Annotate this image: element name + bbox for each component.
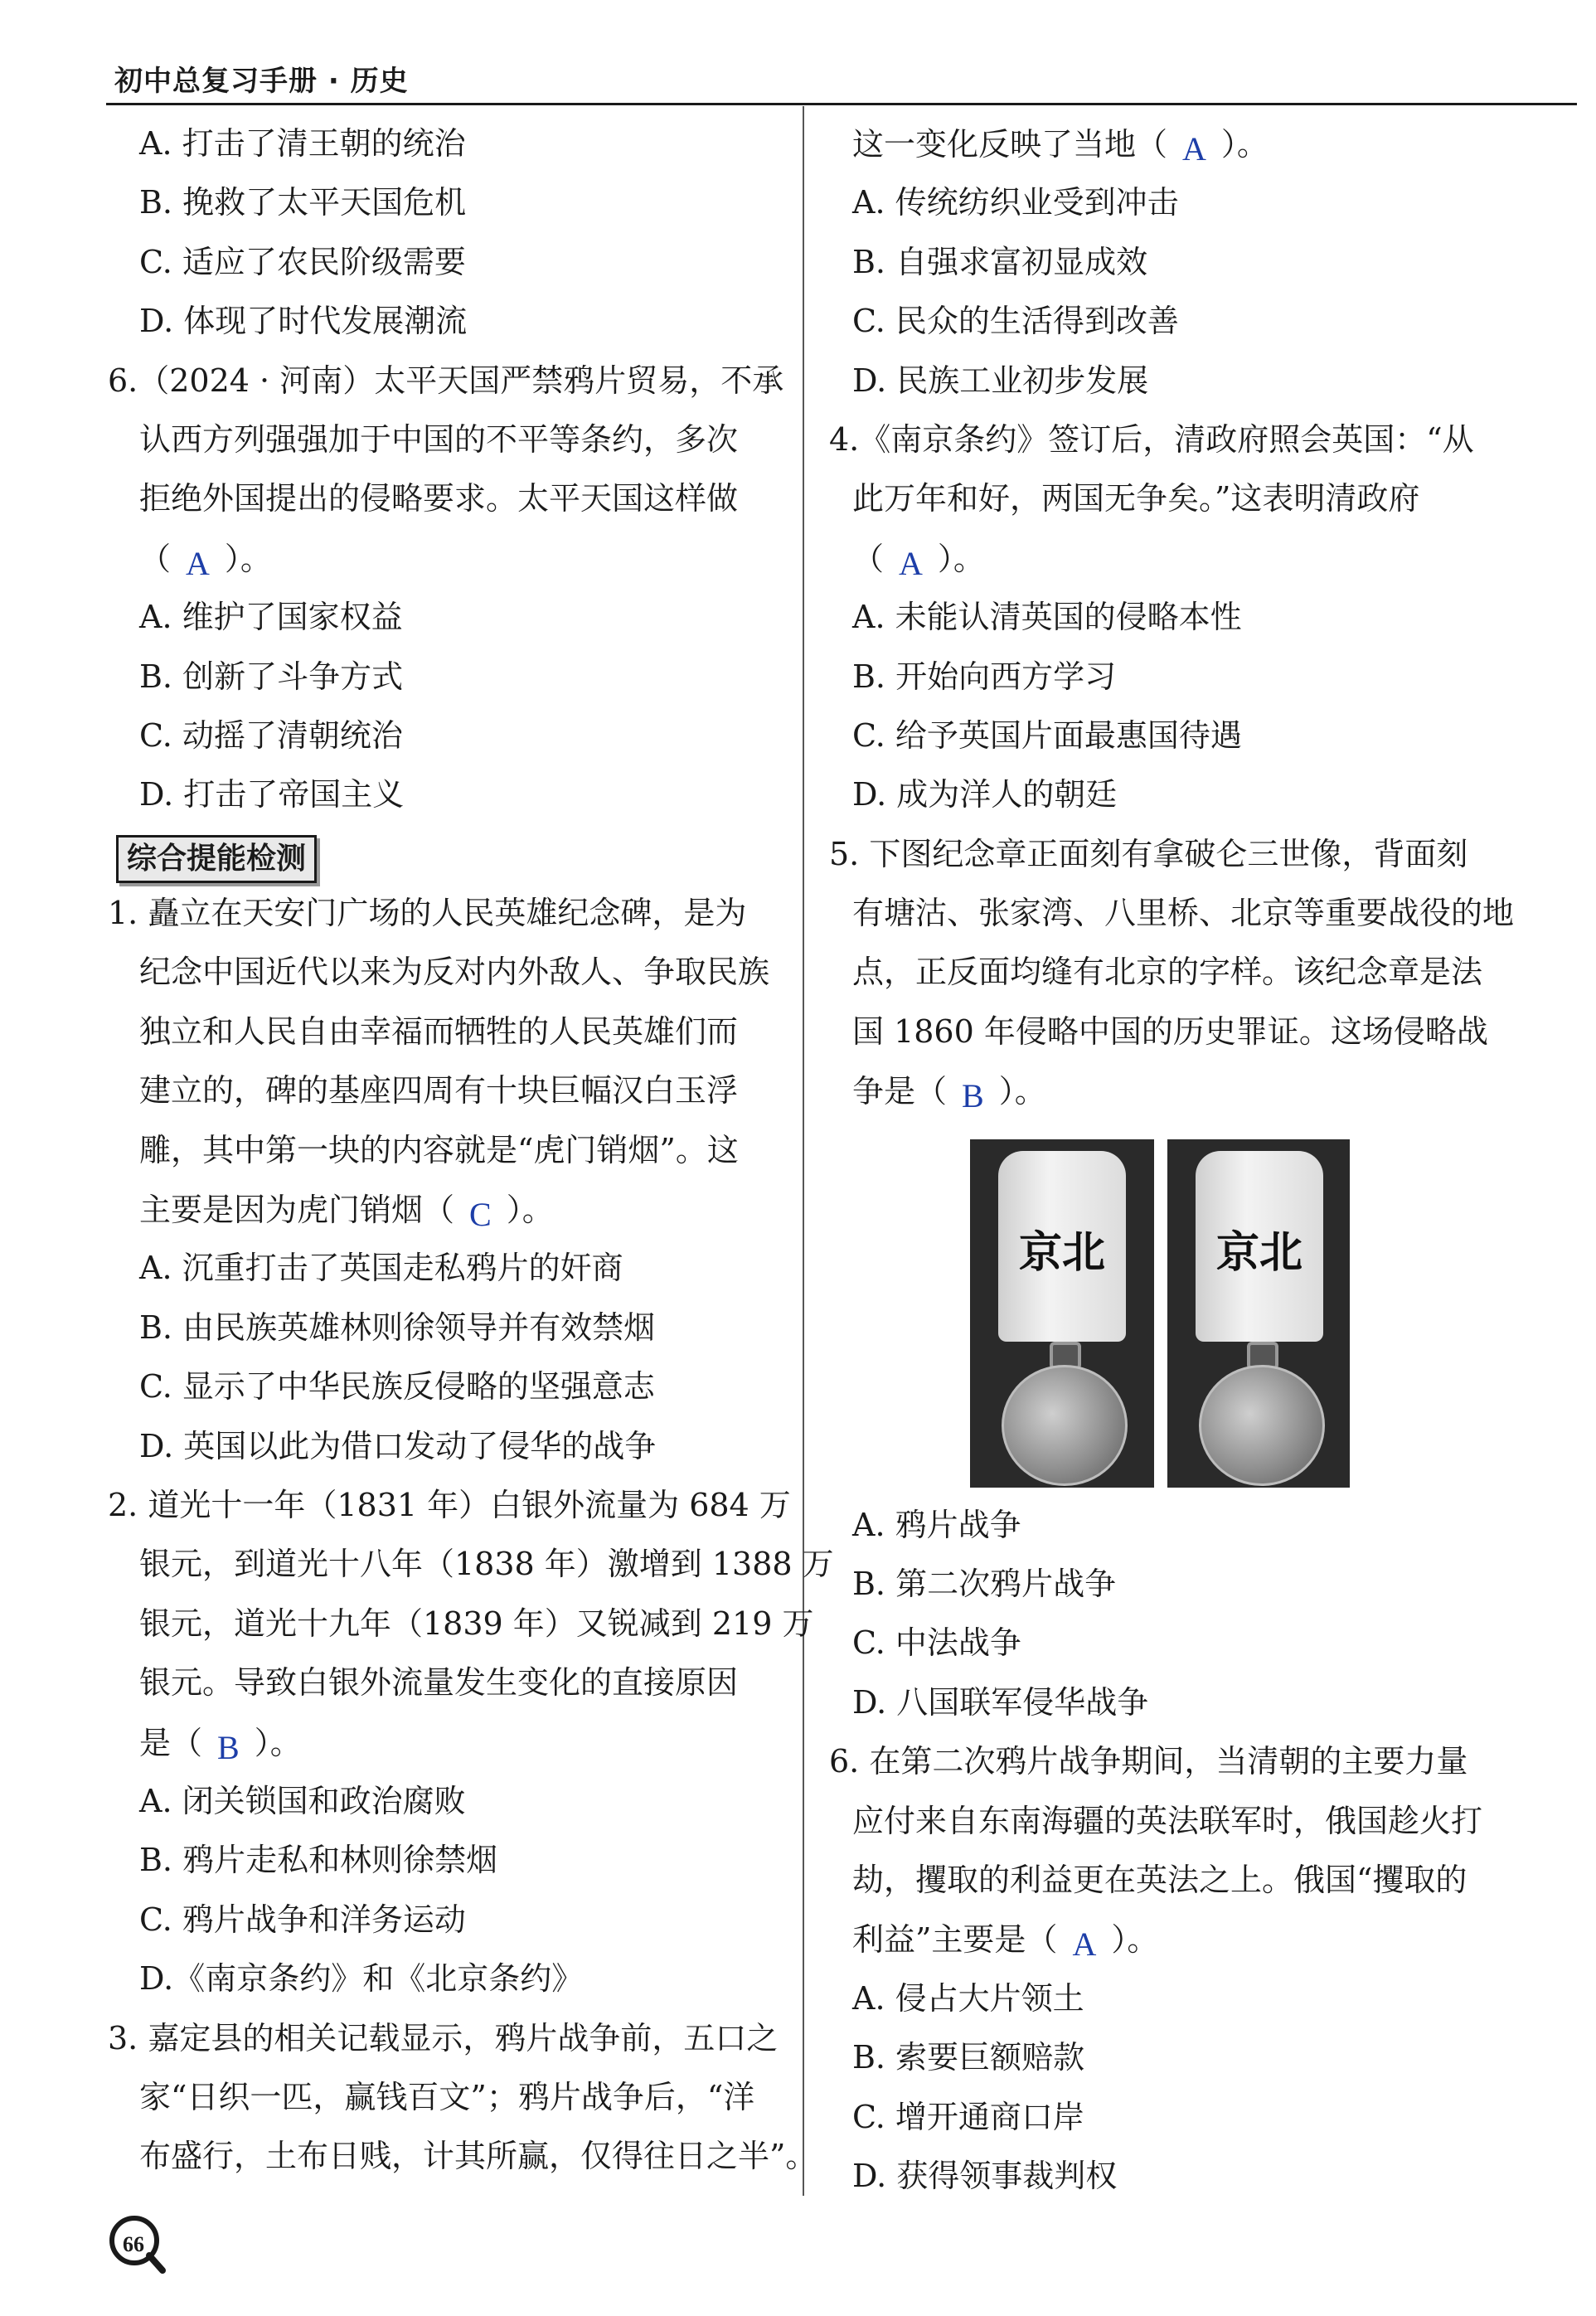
- answer-paren-open: （: [852, 540, 885, 577]
- medal-ribbon: [1196, 1151, 1323, 1342]
- question-line: 拒绝外国提出的侵略要求。太平天国这样做: [139, 480, 739, 517]
- prev-question-options: [108, 114, 783, 352]
- option-d: D. 英国以此为借口发动了侵华的战争: [139, 1427, 657, 1464]
- answer-paren-close: ）。: [254, 1724, 302, 1761]
- option-d: D. 民族工业初步发展: [852, 362, 1149, 399]
- question-line: 5. 下图纪念章正面刻有拿破仑三世像，背面刻: [829, 835, 1468, 872]
- medal-ribbon: [998, 1151, 1126, 1342]
- medal-ribbon-text: 京北: [1018, 1227, 1105, 1278]
- option-b: B. 创新了斗争方式: [139, 658, 404, 695]
- answer-prompt: 这一变化反映了当地（: [852, 126, 1168, 163]
- answer-line: [829, 529, 1521, 588]
- answer-line: [108, 1713, 783, 1772]
- question-line: 点，正反面均缝有北京的字样。该纪念章是法: [852, 954, 1483, 991]
- option-a: A. 打击了清王朝的统治: [139, 125, 466, 162]
- question-line: 劫，攫取的利益更在英法之上。俄国“攫取的: [852, 1861, 1467, 1898]
- answer-line: [829, 1061, 1521, 1120]
- question-6-left: [108, 352, 783, 825]
- medal-ribbon-text: 京北: [1215, 1227, 1303, 1278]
- medal-disc: [1002, 1365, 1128, 1486]
- answer-paren-close: ）。: [1111, 1921, 1159, 1959]
- section-title: 综合提能检测: [116, 835, 317, 883]
- question-line: 家“日织一匹，赢钱百文”；鸦片战争后，“洋: [139, 2078, 755, 2115]
- option-d: D. 打击了帝国主义: [139, 776, 405, 813]
- question-line: 3. 嘉定县的相关记载显示，鸦片战争前，五口之: [108, 2019, 779, 2056]
- header-rule: [106, 103, 1577, 105]
- option-a: A. 沉重打击了英国走私鸦片的奸商: [139, 1250, 623, 1287]
- column-divider: [803, 106, 804, 2196]
- question-1: [108, 884, 783, 1476]
- option-b: B. 索要巨额赔款: [852, 2039, 1085, 2076]
- option-c: C. 中法战争: [852, 1624, 1021, 1662]
- medal-photos: [829, 1121, 1521, 1496]
- option-c: C. 动摇了清朝统治: [139, 716, 403, 754]
- question-line: 1. 矗立在天安门广场的人民英雄纪念碑，是为: [108, 895, 747, 932]
- option-c: C. 显示了中华民族反侵略的坚强意志: [139, 1368, 655, 1406]
- option-c: C. 适应了农民阶级需要: [139, 243, 466, 280]
- handwritten-answer: C: [469, 1196, 492, 1234]
- answer-prompt: 是（: [139, 1724, 203, 1761]
- answer-paren-open: （: [139, 540, 172, 577]
- option-b: B. 挽救了太平天国危机: [139, 184, 467, 221]
- answer-prompt: 利益”主要是（: [852, 1921, 1058, 1959]
- option-b: B. 鸦片走私和林则徐禁烟: [139, 1842, 498, 1879]
- left-column: [108, 114, 834, 2187]
- question-line: 应付来自东南海疆的英法联军时，俄国趁火打: [852, 1802, 1483, 1839]
- answer-line: [108, 1180, 783, 1239]
- handwritten-answer: A: [1182, 130, 1206, 168]
- answer-paren-close: ）。: [998, 1073, 1046, 1110]
- handwritten-answer: A: [899, 544, 923, 582]
- question-line: 银元。导致白银外流量发生变化的直接原因: [139, 1664, 739, 1702]
- question-line: 有塘沽、张家湾、八里桥、北京等重要战役的地: [852, 895, 1515, 932]
- option-d: D. 获得领事裁判权: [852, 2157, 1118, 2194]
- question-line: 4.《南京条约》签订后，清政府照会英国：“从: [829, 420, 1474, 458]
- option-a: A. 鸦片战争: [852, 1506, 1021, 1543]
- option-c: C. 增开通商口岸: [852, 2098, 1084, 2135]
- question-6-right: [829, 1732, 1521, 2206]
- question-line: 国 1860 年侵略中国的历史罪证。这场侵略战: [852, 1012, 1488, 1050]
- option-c: C. 鸦片战争和洋务运动: [139, 1901, 466, 1938]
- handwritten-answer: B: [217, 1728, 240, 1766]
- handwritten-answer: A: [186, 544, 210, 582]
- option-d: D. 八国联军侵华战争: [852, 1683, 1149, 1721]
- page-number: 66: [123, 2232, 144, 2256]
- question-line: 此万年和好，两国无争矣。”这表明清政府: [852, 480, 1420, 517]
- question-line: 2. 道光十一年（1831 年）白银外流量为 684 万: [108, 1486, 791, 1523]
- question-line: 认西方列强强加于中国的不平等条约，多次: [139, 420, 739, 458]
- answer-line: [829, 1910, 1521, 1969]
- option-c: C. 民众的生活得到改善: [852, 303, 1179, 340]
- answer-prompt: 争是（: [852, 1073, 948, 1110]
- question-2: [108, 1476, 834, 2009]
- answer-paren-close: ）。: [506, 1192, 554, 1229]
- answer-paren-close: ）。: [937, 540, 985, 577]
- medal-photo-front: [970, 1139, 1154, 1488]
- answer-paren-close: ）。: [224, 540, 272, 577]
- question-line: 纪念中国近代以来为反对内外敌人、争取民族: [139, 954, 770, 991]
- question-5: [829, 825, 1521, 1733]
- question-line: 银元，到道光十八年（1838 年）激增到 1388 万: [139, 1546, 834, 1583]
- question-line: 6. 在第二次鸦片战争期间，当清朝的主要力量: [829, 1743, 1468, 1780]
- answer-line: [108, 529, 783, 588]
- question-line: 6.（2024 · 河南）太平天国严禁鸦片贸易，不承: [108, 362, 784, 399]
- question-3: [108, 2009, 817, 2187]
- medal-photo-back: [1167, 1139, 1350, 1488]
- option-c: C. 给予英国片面最惠国待遇: [852, 716, 1242, 754]
- option-b: B. 第二次鸦片战争: [852, 1566, 1117, 1603]
- question-line: 独立和人民自由幸福而牺牲的人民英雄们而: [139, 1012, 739, 1050]
- answer-paren-close: ）。: [1220, 126, 1269, 163]
- question-line: 银元，道光十九年（1839 年）又锐减到 219 万: [139, 1605, 814, 1642]
- option-b: B. 开始向西方学习: [852, 658, 1117, 695]
- right-column: [829, 114, 1521, 2206]
- section-header: [108, 825, 783, 884]
- question-3-continued: [829, 114, 1521, 410]
- option-d: D. 体现了时代发展潮流: [139, 303, 468, 340]
- option-b: B. 由民族英雄林则徐领导并有效禁烟: [139, 1309, 656, 1346]
- question-line: 建立的，碑的基座四周有十块巨幅汉白玉浮: [139, 1072, 739, 1109]
- answer-prompt: 主要是因为虎门销烟（: [139, 1192, 455, 1229]
- option-a: A. 侵占大片领土: [852, 1979, 1084, 2017]
- option-a: A. 未能认清英国的侵略本性: [852, 599, 1242, 636]
- page-header-title: 初中总复习手册 · 历史: [114, 65, 409, 98]
- option-b: B. 自强求富初显成效: [852, 243, 1148, 280]
- handwritten-answer: B: [962, 1077, 984, 1115]
- option-a: A. 维护了国家权益: [139, 599, 403, 636]
- option-a: A. 闭关锁国和政治腐败: [139, 1782, 466, 1819]
- question-4: [829, 410, 1521, 825]
- answer-line: [829, 114, 1521, 173]
- medal-disc: [1199, 1365, 1325, 1486]
- question-line: 布盛行，土布日贱，计其所赢，仅得往日之半”。: [139, 2138, 817, 2175]
- option-d: D. 成为洋人的朝廷: [852, 776, 1118, 813]
- option-d: D.《南京条约》和《北京条约》: [139, 1960, 584, 1998]
- question-line: 雕，其中第一块的内容就是“虎门销烟”。这: [139, 1131, 739, 1168]
- handwritten-answer: A: [1072, 1925, 1097, 1964]
- option-a: A. 传统纺织业受到冲击: [852, 184, 1179, 221]
